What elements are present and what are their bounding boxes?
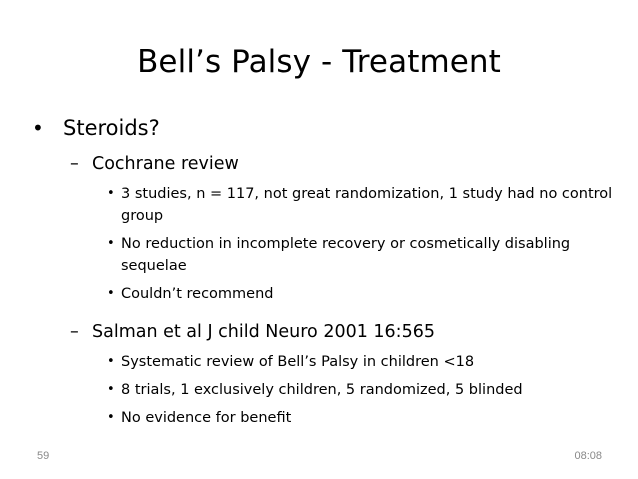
bullet-level1-text: Steroids? (63, 116, 160, 140)
sub-heading-cochrane (30, 151, 620, 177)
list-item-text: Systematic review of Bell’s Palsy in children <18 (121, 354, 475, 370)
dash-icon: – (70, 322, 79, 342)
dash-icon: – (70, 154, 79, 174)
slide-time: 08:08 (574, 450, 602, 462)
list-item (30, 283, 621, 305)
slide-body (30, 112, 620, 429)
sub-heading-salman (30, 319, 620, 345)
list-item (30, 379, 621, 401)
bullet-level1 (30, 112, 620, 145)
sub-heading-text: Salman et al J child Neuro 2001 16:565 (92, 322, 435, 342)
list-item (30, 233, 621, 277)
bullet-dot-icon: • (107, 286, 115, 301)
list-item-text: No evidence for benefit (121, 410, 292, 426)
list-item-text: No reduction in incomplete recovery or cosmetically disabling sequelae (121, 236, 571, 274)
list-item (30, 351, 621, 373)
bullet-dot-icon: • (107, 236, 115, 251)
slide-number: 59 (37, 450, 50, 462)
sub-heading-text: Cochrane review (92, 154, 239, 174)
bullet-dot-icon: • (107, 354, 115, 369)
list-item-text: 3 studies, n = 117, not great randomization, 1 study had no control group (121, 186, 613, 224)
bullet-dot-icon: • (107, 382, 115, 397)
bullet-dot-icon: • (32, 116, 44, 140)
bullet-dot-icon: • (107, 410, 115, 425)
bullet-dot-icon: • (107, 186, 115, 201)
list-item (30, 407, 621, 429)
list-item (30, 183, 621, 227)
list-item-text: 8 trials, 1 exclusively children, 5 randomized, 5 blinded (121, 382, 523, 398)
list-item-text: Couldn’t recommend (121, 286, 274, 302)
slide-title: Bell’s Palsy - Treatment (137, 44, 501, 80)
